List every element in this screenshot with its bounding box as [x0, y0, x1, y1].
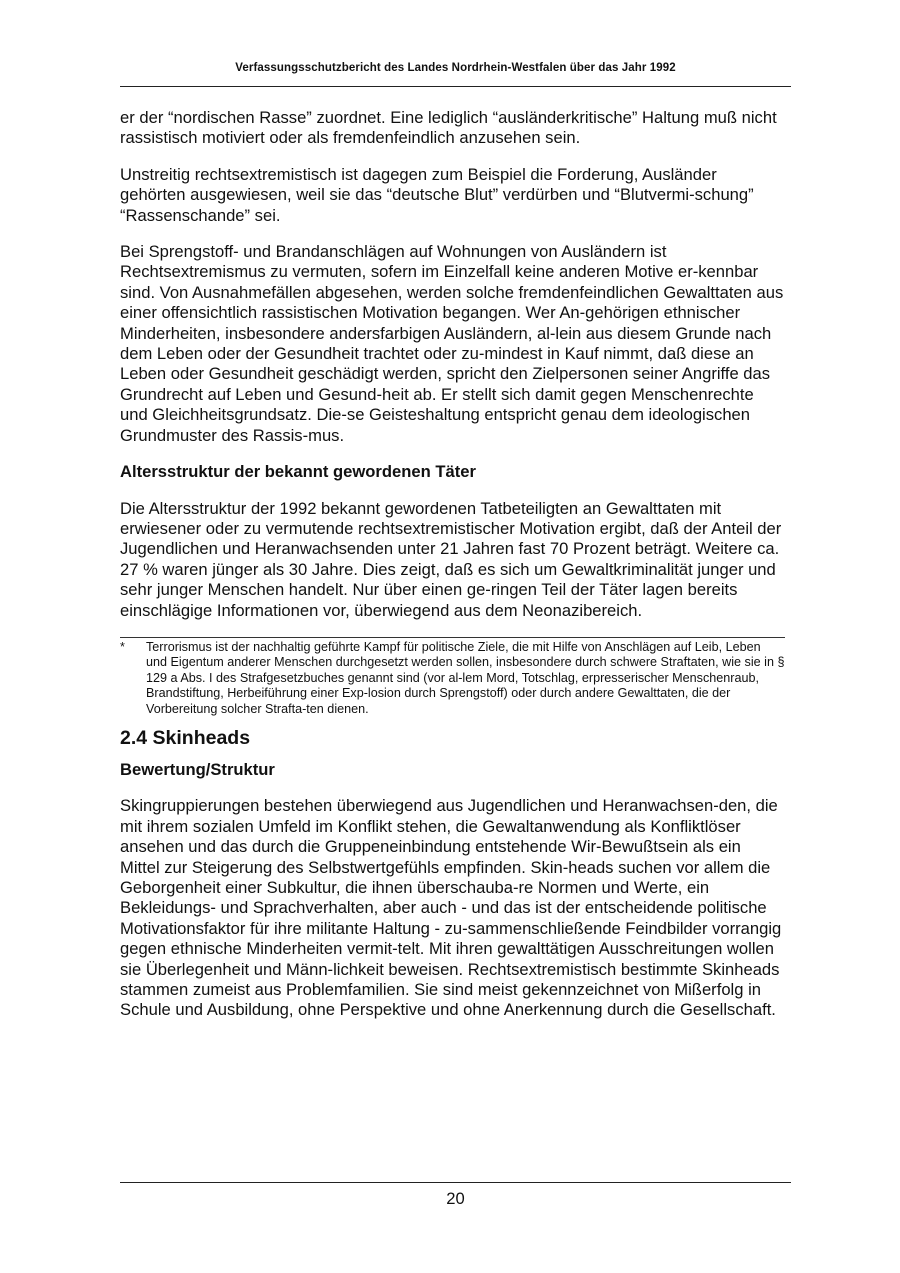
header-rule: [120, 86, 791, 87]
footnote: [120, 640, 785, 717]
section-heading: 2.4 Skinheads: [120, 726, 251, 749]
paragraph-altersstruktur: Die Altersstruktur der 1992 bekannt gewordenen Tatbeteiligten an Gewalttaten mit erwiesener oder zu vermutende rechtsextremistischer Motivation ergibt, daß der Anteil der Jugendlichen und Heranwachsenden unter 21 Jahren fast 70 Prozent beträgt. Weitere ca. 27 % waren jünger als 30 Jahre. Dies zeigt, daß es sich um Gewaltkriminalität junger und sehr junger Menschen handelt. Nur über einen ge-ringen Teil der Täter lagen bereits einschlägige Informationen vor, überwiegend aus dem Neonazibereich.: [120, 498, 782, 620]
footnote-marker: *: [120, 639, 125, 654]
subheading-bewertung: Bewertung/Struktur: [120, 759, 275, 779]
running-header: Verfassungsschutzbericht des Landes Nordrhein-Westfalen über das Jahr 1992: [235, 62, 676, 74]
page-number: 20: [446, 1189, 465, 1208]
paragraph-forderung: Unstreitig rechtsextremistisch ist dagegen zum Beispiel die Forderung, Ausländer gehörten ausgewiesen, weil sie das “deutsche Blut” verdürben und “Blutvermi-schung” “Rassenschande” sei.: [120, 164, 754, 225]
page-body: [120, 108, 785, 1037]
paragraph-anschlaege: Bei Sprengstoff- und Brandanschlägen auf Wohnungen von Ausländern ist Rechtsextremismus zu vermuten, sofern im Einzelfall keine anderen Motive er-kennbar sind. Von Ausnahmefällen abgesehen, werden solche fremdenfeindlichen Gewalttaten aus einer offensichtlich rassistischen Motivation begangen. Wer An-gehörigen ethnischer Minderheiten, insbesondere andersfarbigen Ausländern, al-lein aus diesem Grunde nach dem Leben oder der Gesundheit trachtet oder zu-mindest in Kauf nimmt, daß diese an Leben oder Gesundheit geschädigt werden, spricht den Zielpersonen seiner Angriffe das Grundrecht auf Leben und Gesund-heit ab. Er stellt sich damit gegen Menschenrechte und Gleichheitsgrundsatz. Die-se Geisteshaltung entspricht genau dem ideologischen Grundmuster des Rassis-mus.: [120, 242, 784, 445]
footnote-text: Terrorismus ist der nachhaltig geführte Kampf für politische Ziele, die mit Hilfe von Anschlägen auf Leib, Leben und Eigentum anderer Menschen durchgesetzt werden sollen, insbesondere durch schwere Straftaten, wie sie in § 129 a Abs. I des Strafgesetzbuches genannt sind (vor al-lem Mord, Totschlag, erpresserischer Menschenraub, Brandstiftung, Herbeiführung einer Exp-losion durch Sprengstoff) oder durch andere Gewalttaten, die der Vorbereitung solcher Strafta-ten dienen.: [146, 639, 785, 716]
page-footer-rule: [120, 1182, 791, 1183]
subheading-altersstruktur: Altersstruktur der bekannt gewordenen Täter: [120, 462, 476, 482]
paragraph-skinheads: Skingruppierungen bestehen überwiegend aus Jugendlichen und Heranwachsen-den, die mit ihrem sozialen Umfeld im Konflikt stehen, die Gewaltanwendung als Konfliktlöser ansehen und das durch die Gruppeneinbindung entstehende Wir-Bewußtsein als ein Mittel zur Steigerung des Selbstwertgefühls empfinden. Skin-heads suchen vor allem die Geborgenheit einer Subkultur, die ihnen überschauba-re Normen und Werte, ein Bekleidungs- und Sprachverhalten, aber auch - und das ist der entscheidende politische Motivationsfaktor für ihre militante Haltung - zu-sammenschließende Feindbilder vorrangig gegen ethnische Minderheiten vermit-telt. Mit ihren gewalttätigen Ausschreitungen wollen sie Überlegenheit und Männ-lichkeit beweisen. Rechtsextremistisch bestimmte Skinheads stammen zumeist aus Problemfamilien. Sie sind meist gekennzeichnet von Mißerfolg in Schule und Ausbildung, ohne Perspektive und ohne Anerkennung durch die Gesellschaft.: [120, 796, 782, 1020]
footnote-rule: [120, 637, 785, 638]
paragraph-rasse: er der “nordischen Rasse” zuordnet. Eine lediglich “ausländerkritische” Haltung muß nicht rassistisch motiviert oder als fremdenfeindlich anzusehen sein.: [120, 108, 777, 148]
